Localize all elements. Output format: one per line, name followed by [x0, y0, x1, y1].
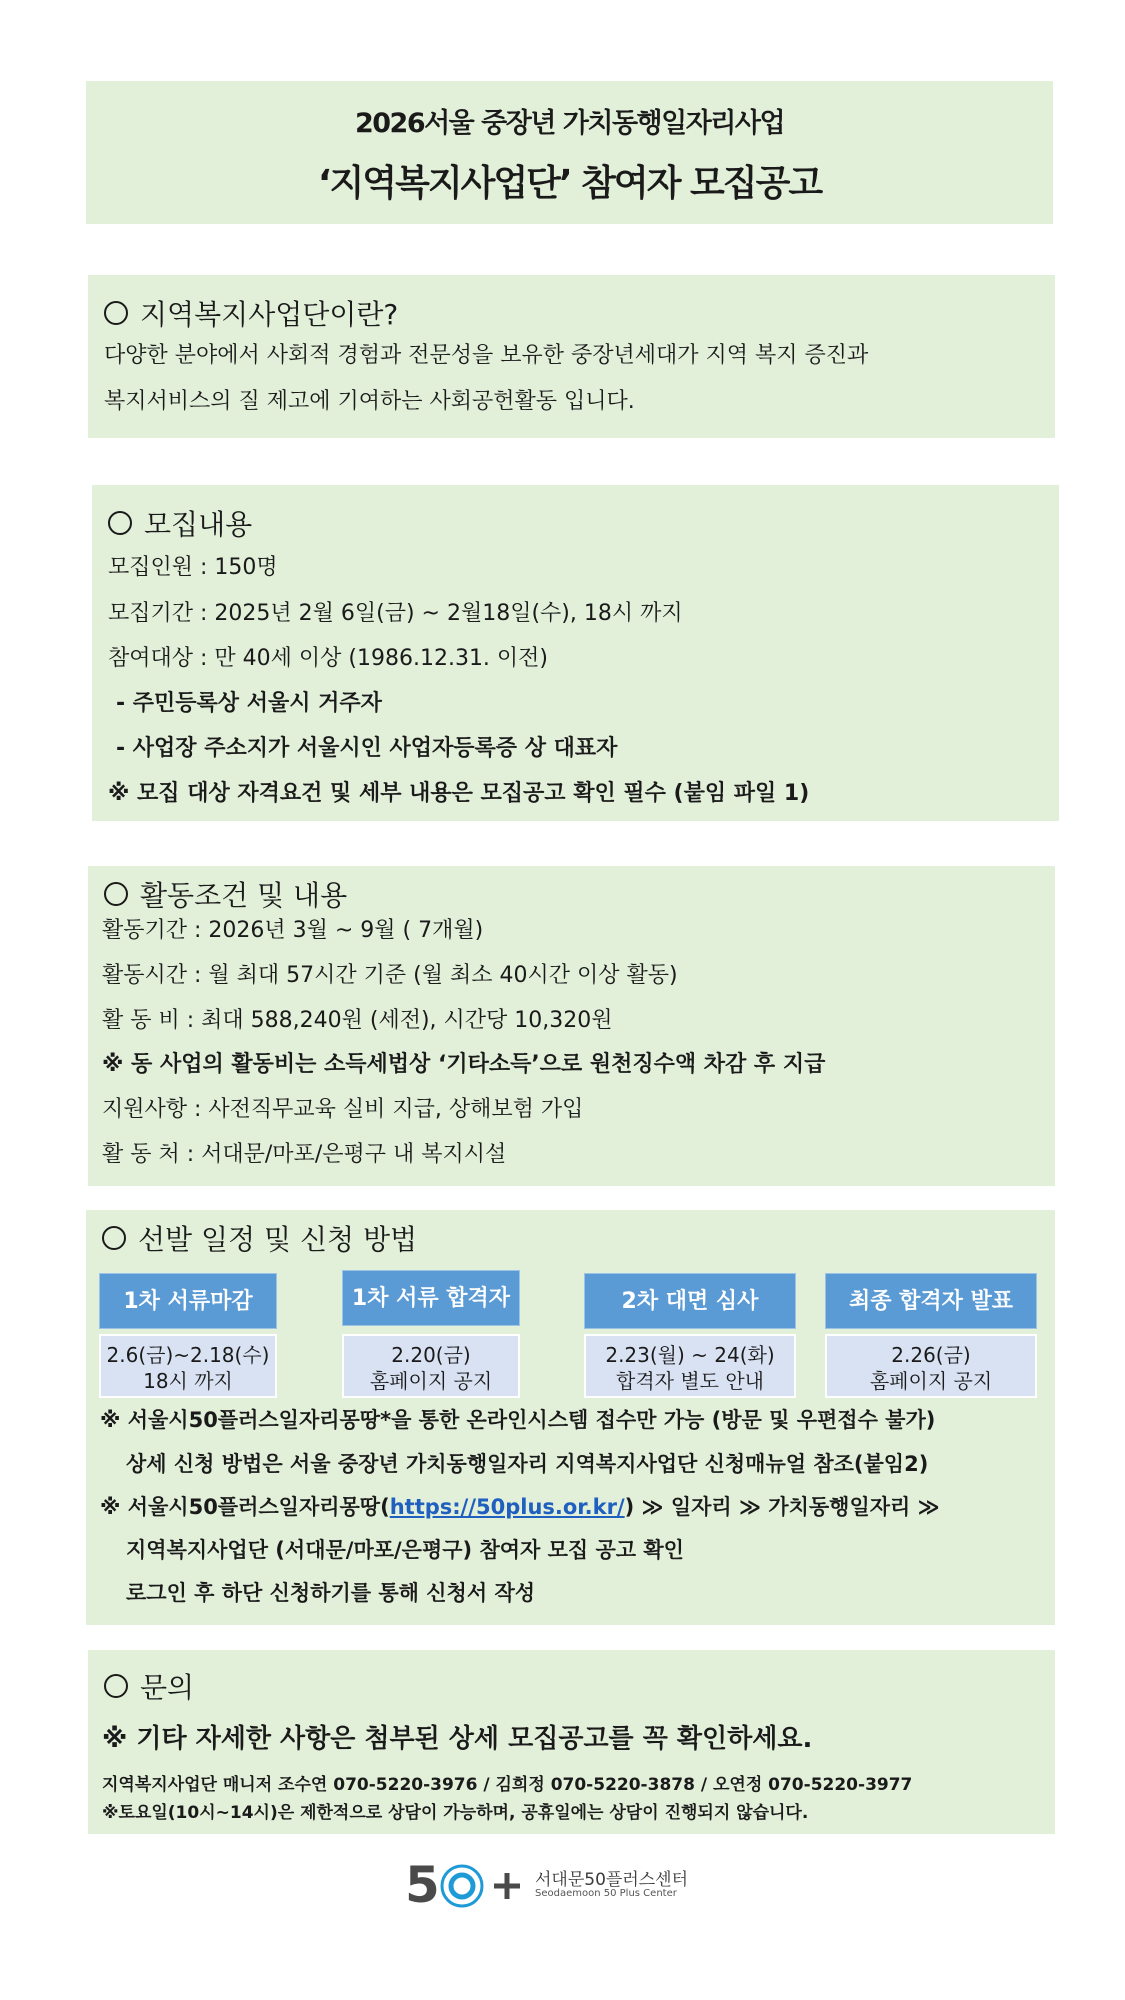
step-date: 2.6(금)~2.18(수): [106, 1343, 270, 1367]
contact-emphasis: ※ 기타 자세한 사항은 첨부된 상세 모집공고를 꼭 확인하세요.: [102, 1724, 813, 1754]
step-title: 1차 서류 합격자: [342, 1270, 520, 1326]
contact-managers: 지역복지사업단 매니저 조수연 070-5220-3976 / 김희정 070-5220-3878 / 오연정 070-5220-3977: [102, 1775, 913, 1795]
activity-support: 지원사항 : 사전직무교육 실비 지급, 상해보험 가입: [102, 1097, 584, 1122]
recruit-heading: 모집내용: [108, 503, 252, 543]
schedule-note-3: ※ 서울시50플러스일자리몽땅(https://50plus.or.kr/) ≫ 일자리 ≫ 가치동행일자리 ≫: [100, 1495, 940, 1519]
activity-place: 활 동 처 : 서대문/마포/은평구 내 복지시설: [102, 1142, 507, 1167]
logo-name-en: Seodaemoon 50 Plus Center: [535, 1888, 677, 1899]
recruit-note: ※ 모집 대상 자격요건 및 세부 내용은 모집공고 확인 필수 (붙임 파일 1): [108, 781, 810, 806]
intro-text-2: 복지서비스의 질 제고에 기여하는 사회공헌활동 입니다.: [104, 389, 635, 414]
recruit-people: 모집인원 : 150명: [108, 555, 278, 580]
logo-circle-plus-icon: [438, 1861, 528, 1911]
recruit-target: 참여대상 : 만 40세 이상 (1986.12.31. 이전): [108, 646, 549, 671]
step-detail: [825, 1334, 1037, 1398]
logo-name: 서대문50플러스센터: [535, 1870, 689, 1890]
step-title: 최종 합격자 발표: [825, 1273, 1037, 1329]
circle-bullet-icon: [104, 882, 128, 906]
step-detail: [584, 1334, 796, 1398]
logo-mark-digit: 5: [405, 1856, 440, 1914]
recruit-condition-1: - 주민등록상 서울시 거주자: [116, 691, 382, 716]
intro-section: [88, 275, 1055, 438]
activity-tax-note: ※ 동 사업의 활동비는 소득세법상 ‘기타소득’으로 원천징수액 차감 후 지급: [102, 1052, 826, 1077]
activity-hours: 활동시간 : 월 최대 57시간 기준 (월 최소 40시간 이상 활동): [102, 963, 678, 988]
schedule-section: [86, 1210, 1055, 1625]
schedule-note-5: 로그인 후 하단 신청하기를 통해 신청서 작성: [126, 1581, 536, 1605]
step-note: 홈페이지 공지: [369, 1369, 493, 1393]
step-date: 2.26(금): [891, 1343, 971, 1367]
circle-bullet-icon: [108, 511, 132, 535]
schedule-note-1: ※ 서울시50플러스일자리몽땅*을 통한 온라인시스템 접수만 가능 (방문 및 우편접수 불가): [100, 1408, 936, 1432]
intro-heading: 지역복지사업단이란?: [104, 293, 398, 333]
step-date: 2.20(금): [391, 1343, 471, 1367]
schedule-note-4: 지역복지사업단 (서대문/마포/은평구) 참여자 모집 공고 확인: [126, 1538, 684, 1562]
recruit-period: 모집기간 : 2025년 2월 6일(금) ~ 2월18일(수), 18시 까지: [108, 601, 683, 626]
title-banner: [86, 81, 1053, 224]
circle-bullet-icon: [104, 1674, 128, 1698]
recruit-section: [92, 485, 1059, 821]
step-date: 2.23(월) ~ 24(화): [605, 1343, 775, 1367]
website-link[interactable]: https://50plus.or.kr/: [389, 1495, 625, 1519]
contact-saturday-note: ※토요일(10시~14시)은 제한적으로 상담이 가능하며, 공휴일에는 상담이 진행되지 않습니다.: [102, 1803, 809, 1823]
step-note: 홈페이지 공지: [869, 1369, 993, 1393]
step-note: 18시 까지: [143, 1369, 233, 1393]
contact-section: [88, 1650, 1055, 1834]
center-logo: [400, 1855, 730, 1915]
schedule-heading: 선발 일정 및 신청 방법: [102, 1218, 417, 1258]
intro-text-1: 다양한 분야에서 사회적 경험과 전문성을 보유한 중장년세대가 지역 복지 증진과: [104, 343, 869, 368]
recruit-condition-2: - 사업장 주소지가 서울시인 사업자등록증 상 대표자: [116, 736, 618, 761]
step-title: 1차 서류마감: [99, 1273, 277, 1329]
step-note: 합격자 별도 안내: [616, 1369, 764, 1393]
notice-title: ‘지역복지사업단’ 참여자 모집공고: [317, 163, 822, 204]
circle-bullet-icon: [104, 301, 128, 325]
activity-period: 활동기간 : 2026년 3월 ~ 9월 ( 7개월): [102, 918, 484, 943]
step-title: 2차 대면 심사: [584, 1273, 796, 1329]
activity-pay: 활 동 비 : 최대 588,240원 (세전), 시간당 10,320원: [102, 1008, 613, 1033]
activity-section: [88, 866, 1055, 1186]
contact-heading: 문의: [104, 1666, 194, 1706]
circle-bullet-icon: [102, 1226, 126, 1250]
schedule-note-2: 상세 신청 방법은 서울 중장년 가치동행일자리 지역복지사업단 신청매뉴얼 참조(붙임2): [126, 1452, 929, 1476]
activity-heading: 활동조건 및 내용: [104, 874, 347, 914]
program-title: 2026서울 중장년 가치동행일자리사업: [354, 108, 785, 139]
step-detail: [99, 1334, 277, 1398]
step-detail: [342, 1334, 520, 1398]
